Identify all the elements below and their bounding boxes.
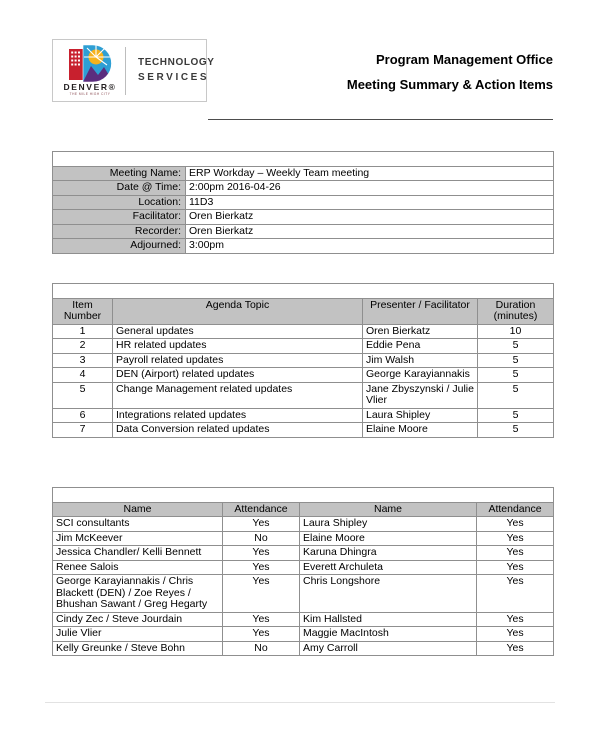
invitee-name-left: Jessica Chandler/ Kelli Bennett [53,546,223,561]
invitee-attendance-left: Yes [223,575,300,613]
page-title [208,47,553,97]
invitees-section [52,487,553,656]
agenda-col-duration [478,298,554,324]
invitees-column-headers [53,502,554,517]
table-row [53,423,554,438]
table-row [53,517,554,532]
invitees-col-attendance-right: Attendance [477,502,554,517]
agenda-item-number: 2 [53,339,113,354]
meeting-description-header-row [53,152,554,167]
department-name [128,56,215,85]
invitee-attendance-left: Yes [223,517,300,532]
meeting-name-value: ERP Workday – Weekly Team meeting [186,166,554,181]
page-title-line-2: Meeting Summary & Action Items [346,77,553,92]
invitee-name-left: Julie Vlier [53,627,223,642]
table-row [53,641,554,656]
invitee-attendance-right: Yes [477,560,554,575]
invitee-name-left: Cindy Zec / Steve Jourdain [53,612,223,627]
invitee-attendance-left: Yes [223,612,300,627]
invitee-name-right: Elaine Moore [300,531,477,546]
agenda-item-number: 6 [53,408,113,423]
denver-technology-services-logo [52,39,215,102]
agenda-header-row [53,284,554,299]
invitee-attendance-left: Yes [223,560,300,575]
meeting-description-title: Meeting Description: [53,152,554,167]
agenda-title: Agenda: [53,284,554,299]
agenda-item-topic: Integrations related updates [113,408,363,423]
agenda-col-duration-line2: (minutes) [493,310,538,322]
agenda-item-number: 4 [53,368,113,383]
table-row [53,224,554,239]
invitee-name-left: Kelly Greunke / Steve Bohn [53,641,223,656]
invitee-name-left: George Karayiannakis / Chris Blackett (DEN) / Zoe Reyes / Bhushan Sawant / Greg Hegarty [53,575,223,613]
agenda-item-duration: 5 [478,339,554,354]
table-row [53,627,554,642]
table-row [53,166,554,181]
meeting-description-table [52,151,554,254]
invitees-col-name-left: Name [53,502,223,517]
agenda-item-presenter: Laura Shipley [363,408,478,423]
invitee-attendance-right: Yes [477,612,554,627]
recorder-label: Recorder: [53,224,186,239]
agenda-col-item-number-line2: Number [63,310,102,322]
agenda-col-topic: Agenda Topic [113,298,363,324]
invitees-title: Invitees: [53,488,554,503]
agenda-item-presenter: Oren Bierkatz [363,324,478,339]
logo-tagline: THE MILE HIGH CITY [69,91,111,96]
table-row [53,210,554,225]
table-row [53,408,554,423]
table-row [53,531,554,546]
adjourned-value: 3:00pm [186,239,554,254]
agenda-item-topic: HR related updates [113,339,363,354]
table-row [53,560,554,575]
invitees-header-row [53,488,554,503]
page-footer-rule [45,702,555,703]
denver-city-logo-mark [59,43,121,98]
table-row [53,368,554,383]
denver-wordmark [59,83,121,96]
agenda-item-presenter: George Karayiannakis [363,368,478,383]
invitee-attendance-left: Yes [223,627,300,642]
date-time-label: Date @ Time: [53,181,186,196]
logo-denver-text: DENVER [63,82,109,93]
agenda-item-duration: 5 [478,353,554,368]
invitee-attendance-right: Yes [477,641,554,656]
agenda-item-presenter: Jim Walsh [363,353,478,368]
invitee-attendance-right: Yes [477,546,554,561]
invitee-attendance-left: No [223,531,300,546]
department-line-1: TECHNOLOGY [138,57,215,68]
agenda-item-number: 7 [53,423,113,438]
location-label: Location: [53,195,186,210]
agenda-col-presenter: Presenter / Facilitator [363,298,478,324]
agenda-item-topic: Change Management related updates [113,382,363,408]
meeting-description-section [52,151,553,254]
agenda-item-duration: 5 [478,408,554,423]
invitee-name-right: Chris Longshore [300,575,477,613]
invitee-name-right: Karuna Dhingra [300,546,477,561]
invitee-attendance-right: Yes [477,531,554,546]
date-time-value: 2:00pm 2016-04-26 [186,181,554,196]
invitee-attendance-left: No [223,641,300,656]
agenda-table [52,283,554,438]
adjourned-label: Adjourned: [53,239,186,254]
agenda-item-number: 5 [53,382,113,408]
meeting-name-label: Meeting Name: [53,166,186,181]
agenda-item-duration: 5 [478,368,554,383]
table-row [53,353,554,368]
logo-divider [125,47,126,95]
facilitator-value: Oren Bierkatz [186,210,554,225]
agenda-item-presenter: Jane Zbyszynski / Julie Vlier [363,382,478,408]
agenda-item-topic: General updates [113,324,363,339]
agenda-column-headers [53,298,554,324]
table-row [53,382,554,408]
agenda-item-presenter: Elaine Moore [363,423,478,438]
agenda-col-duration-line1: Duration [495,298,536,311]
invitee-name-left: Renee Salois [53,560,223,575]
document-header [0,0,600,135]
invitee-attendance-left: Yes [223,546,300,561]
table-row [53,339,554,354]
invitee-name-right: Maggie MacIntosh [300,627,477,642]
table-row [53,546,554,561]
invitee-attendance-right: Yes [477,627,554,642]
recorder-value: Oren Bierkatz [186,224,554,239]
invitee-name-left: SCI consultants [53,517,223,532]
invitees-col-name-right: Name [300,502,477,517]
title-divider-rule [208,119,553,120]
agenda-item-topic: DEN (Airport) related updates [113,368,363,383]
department-line-2: SERVICES [138,71,210,83]
invitee-name-right: Amy Carroll [300,641,477,656]
agenda-col-item-number [53,298,113,324]
agenda-item-duration: 10 [478,324,554,339]
location-value: 11D3 [186,195,554,210]
agenda-item-topic: Payroll related updates [113,353,363,368]
agenda-col-item-number-line1: Item [72,298,93,311]
agenda-item-presenter: Eddie Pena [363,339,478,354]
invitee-attendance-right: Yes [477,575,554,613]
facilitator-label: Facilitator: [53,210,186,225]
page-title-line-1: Program Management Office [376,52,553,67]
agenda-item-duration: 5 [478,423,554,438]
invitee-name-left: Jim McKeever [53,531,223,546]
agenda-section [52,283,553,438]
invitee-name-right: Kim Hallsted [300,612,477,627]
invitee-attendance-right: Yes [477,517,554,532]
table-row [53,239,554,254]
table-row [53,181,554,196]
invitee-name-right: Everett Archuleta [300,560,477,575]
table-row [53,195,554,210]
logo-registered-mark: ® [108,82,117,93]
agenda-item-duration: 5 [478,382,554,408]
invitee-name-right: Laura Shipley [300,517,477,532]
agenda-item-topic: Data Conversion related updates [113,423,363,438]
agenda-item-number: 3 [53,353,113,368]
table-row [53,324,554,339]
denver-d-icon [67,45,114,82]
invitees-table [52,487,554,656]
invitees-col-attendance-left: Attendance [223,502,300,517]
table-row [53,612,554,627]
agenda-item-number: 1 [53,324,113,339]
table-row [53,575,554,613]
